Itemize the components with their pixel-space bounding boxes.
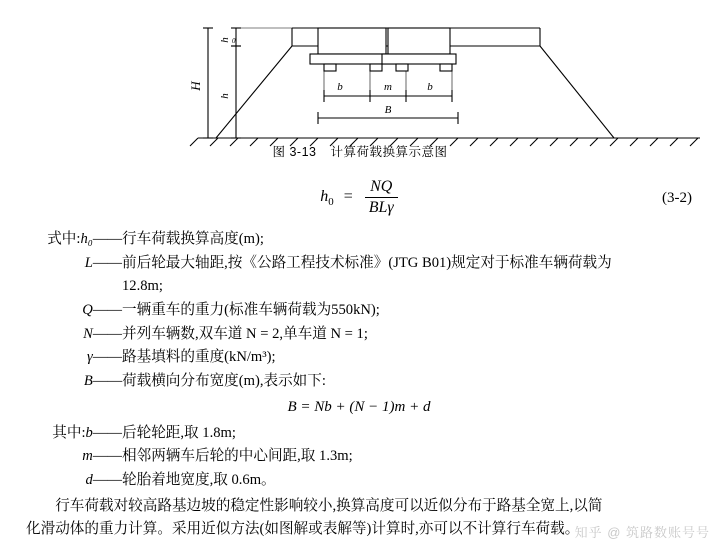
definition-symbol: N [83, 325, 93, 342]
where-intro-and-symbol [26, 228, 122, 252]
definition-symbol: L [84, 254, 93, 271]
definition-symbol: γ [87, 349, 93, 366]
where-intro: 式中: [47, 231, 81, 247]
definition-dash: —— [92, 254, 122, 271]
definition-dash: —— [92, 448, 122, 465]
definition-symbol-wrap [26, 323, 122, 347]
definition-text: 荷载横向分布宽度(m),表示如下: [122, 372, 326, 389]
label-b-left: b [337, 81, 343, 93]
definition-row [26, 252, 692, 276]
definition-dash: —— [92, 424, 122, 441]
definition-dash: —— [92, 301, 122, 318]
definition-symbol-wrap [26, 445, 122, 469]
label-m: m [384, 81, 392, 93]
definition-symbol-wrap [26, 252, 122, 276]
inline-equation: B = Nb + (N − 1)m + d [287, 399, 431, 416]
closing-paragraph-line2: 化滑动体的重力计算。采用近似方法(如图解或表解等)计算时,亦可以不计算行车荷载。 [26, 521, 580, 538]
body-text [0, 228, 720, 542]
definition-row [26, 228, 692, 252]
definition-text: 前后轮最大轴距,按《公路工程技术标准》(JTG B01)规定对于标准车辆荷载为 [122, 254, 612, 271]
label-h: h [219, 93, 231, 99]
definition-row [26, 299, 692, 323]
equation-numerator: NQ [365, 178, 398, 198]
definition-row [26, 469, 692, 493]
definition-dash: —— [92, 349, 122, 366]
closing-paragraph-line1: 行车荷载对较高路基边坡的稳定性影响较小,换算高度可以近似分布于路基全宽上,以简 [55, 497, 603, 514]
equation-lhs: h [320, 188, 329, 206]
definition-text: 一辆重车的重力(标准车辆荷载为550kN); [122, 301, 380, 318]
definition-row [26, 346, 692, 370]
definition-row [26, 370, 692, 394]
where2-intro-and-symbol [26, 422, 122, 446]
definition-symbol: Q [82, 301, 93, 318]
definition-symbol: b [85, 424, 93, 441]
label-B: B [384, 104, 392, 116]
label-h0-sub: 0 [232, 37, 236, 45]
equation-3-2: $h_0$ = $\frac{NQ}{\text{BLγ}}$ [0, 178, 720, 217]
definition-dash: —— [92, 231, 122, 247]
figure-caption-number: 图 3-13 [272, 145, 317, 159]
definition-row [26, 445, 692, 469]
definition-dash: —— [92, 472, 122, 489]
label-H: H [188, 81, 203, 91]
definition-symbol: B [83, 372, 93, 389]
equation-denominator: BLγ [368, 199, 394, 216]
definition-symbol: h₀ [80, 231, 93, 247]
label-h0: h [219, 37, 231, 43]
definition-text: 路基填料的重度(kN/m³); [122, 349, 276, 366]
definition-text-cont: 12.8m; [122, 278, 163, 295]
definition-row [26, 422, 692, 446]
definition-symbol: m [82, 448, 93, 465]
definition-symbol-wrap [26, 346, 122, 370]
definition-dash: —— [92, 372, 122, 389]
label-b-right: b [427, 81, 433, 93]
watermark: 知乎 @ 筑路数账号号 [574, 525, 710, 540]
definition-text: 并列车辆数,双车道 N = 2,单车道 N = 1; [122, 325, 368, 342]
definition-row [26, 323, 692, 347]
definition-text: 相邻两辆车后轮的中心间距,取 1.3m; [122, 448, 353, 465]
definition-text: 轮胎着地宽度,取 0.6m。 [122, 472, 276, 489]
where2-intro: 其中: [52, 424, 86, 441]
definition-dash: —— [92, 325, 122, 342]
definition-symbol-wrap [26, 469, 122, 493]
definition-symbol: d [85, 472, 93, 489]
equation-fraction [365, 178, 398, 217]
definition-text: 后轮轮距,取 1.8m; [122, 424, 236, 441]
figure-diagram [0, 0, 720, 159]
definition-text: 行车荷载换算高度(m); [122, 231, 264, 247]
figure-caption [0, 142, 720, 160]
equation-3-2-block [0, 172, 720, 228]
definition-symbol-wrap [26, 299, 122, 323]
definition-symbol-wrap [26, 370, 122, 394]
embankment-diagram-svg [0, 0, 720, 150]
equation-lhs-sub: 0 [328, 195, 334, 208]
equation-number: (3-2) [662, 190, 692, 206]
figure-caption-text: 计算荷载换算示意图 [330, 145, 448, 159]
